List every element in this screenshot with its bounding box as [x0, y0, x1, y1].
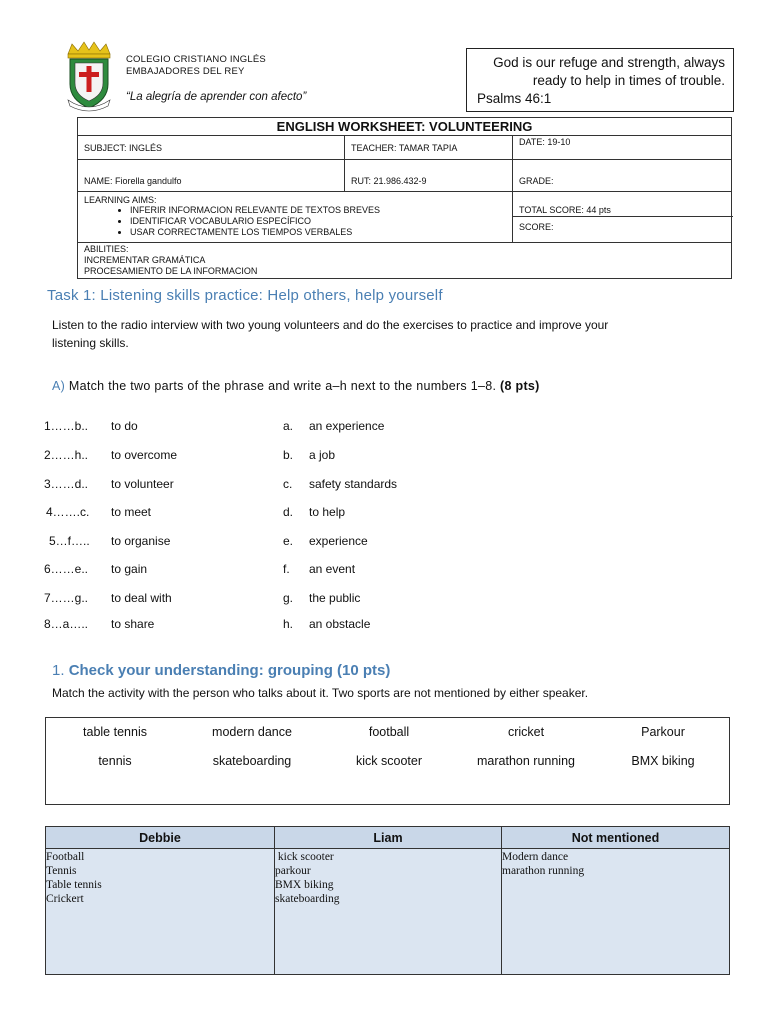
- learning-aims: [78, 192, 512, 242]
- match-letter: d.: [283, 505, 294, 519]
- abilities: [78, 243, 263, 279]
- match-phrase-end: a job: [309, 448, 336, 462]
- info-row-subject: [78, 135, 731, 159]
- school-name-line2: EMBAJADORES DEL REY: [126, 66, 245, 77]
- match-phrase-end: an obstacle: [309, 617, 371, 631]
- name-field: NAME: Fiorella gandulfo: [84, 176, 182, 186]
- match-phrase-end: safety standards: [309, 477, 398, 491]
- activity-word: skateboarding: [212, 754, 292, 768]
- activity-word: BMX biking: [631, 754, 695, 768]
- worksheet-info-table: [77, 117, 732, 279]
- match-row: [44, 477, 444, 493]
- match-phrase-start: to organise: [111, 534, 171, 548]
- task-intro: [52, 316, 722, 352]
- activity-word: table tennis: [83, 725, 147, 739]
- school-name: [126, 54, 266, 78]
- subject-field: SUBJECT: INGLÉS: [84, 143, 163, 153]
- match-row: [44, 419, 444, 435]
- task-intro-line2: listening skills.: [52, 336, 129, 350]
- verse-line-1: God is our refuge and strength, always: [493, 55, 725, 70]
- match-row: [44, 448, 444, 464]
- answer-item: Tennis: [46, 865, 77, 877]
- match-row: [44, 534, 444, 550]
- activity-word: cricket: [507, 725, 545, 739]
- match-number: 5…f…..: [49, 534, 90, 548]
- match-row: [44, 562, 444, 578]
- match-phrase-start: to gain: [111, 562, 148, 576]
- school-motto: “La alegría de aprender con afecto”: [126, 91, 307, 103]
- match-number: 3……d..: [44, 477, 89, 491]
- info-row-aims: [78, 191, 731, 242]
- learning-aims-label: LEARNING AIMS:: [84, 195, 157, 205]
- check-instruction: Match the activity with the person who talks about it. Two sports are not mentioned by either speaker.: [52, 686, 589, 700]
- part-a-text: Match the two parts of the phrase and write a–h next to the numbers 1–8.: [65, 379, 501, 393]
- match-phrase-end: to help: [309, 505, 346, 519]
- match-letter: f.: [283, 562, 290, 576]
- match-row: [44, 591, 444, 607]
- school-name-line1: COLEGIO CRISTIANO INGLÉS: [126, 54, 266, 65]
- answer-item: Modern dance: [502, 851, 569, 863]
- grouping-table: [45, 826, 730, 975]
- activity-word: football: [368, 725, 410, 739]
- match-number: 6……e..: [44, 562, 89, 576]
- match-phrase-start: to meet: [111, 505, 152, 519]
- match-phrase-start: to volunteer: [111, 477, 174, 491]
- match-number: 4…….c.: [46, 505, 90, 519]
- learning-aims-list: [130, 205, 506, 238]
- aim-item: • IDENTIFICAR VOCABULARIO ESPECÍFICO: [130, 216, 506, 227]
- teacher-field: TEACHER: TAMAR TAPIA: [351, 143, 458, 153]
- answer-item: Football: [46, 851, 85, 863]
- not-mentioned-answers[interactable]: [502, 849, 729, 974]
- match-phrase-start: to overcome: [111, 448, 178, 462]
- answer-item: Table tennis: [46, 879, 102, 891]
- match-row: [44, 617, 444, 633]
- answer-item: marathon running: [502, 865, 585, 877]
- verse-reference: Psalms 46:1: [477, 91, 552, 106]
- ability-item: PROCESAMIENTO DE LA INFORMACION: [84, 266, 258, 276]
- match-phrase-end: an event: [309, 562, 356, 576]
- not-mentioned-column: [502, 827, 729, 974]
- task-intro-line1: Listen to the radio interview with two young volunteers and do the exercises to practice and improve your: [52, 318, 609, 332]
- bible-verse-box: [466, 48, 734, 112]
- match-letter: a.: [283, 419, 294, 433]
- part-a-instruction: [52, 379, 540, 393]
- check-title-text: Check your understanding: grouping (10 pts): [68, 662, 391, 679]
- abilities-label: ABILITIES:: [84, 244, 129, 254]
- activity-word-box: [45, 717, 730, 805]
- task-title: Task 1: Listening skills practice: Help others, help yourself: [47, 287, 443, 304]
- verse-line-2: ready to help in times of trouble.: [532, 73, 725, 88]
- match-phrase-end: an experience: [309, 419, 385, 433]
- ability-item: INCREMENTAR GRAMÁTICA: [84, 255, 206, 265]
- match-letter: b.: [283, 448, 294, 462]
- school-crest-logo: [62, 40, 116, 112]
- match-number: 2……h..: [44, 448, 89, 462]
- total-score-field: TOTAL SCORE: 44 pts: [513, 192, 733, 217]
- activity-word: marathon running: [477, 754, 575, 768]
- date-field: DATE: 19-10: [519, 137, 571, 147]
- activity-word: modern dance: [212, 725, 292, 739]
- liam-header: Liam: [275, 827, 501, 849]
- part-a-points: (8 pts): [500, 379, 540, 393]
- rut-field: RUT: 21.986.432-9: [351, 176, 427, 186]
- info-row-name: [78, 159, 731, 191]
- liam-column: [275, 827, 501, 974]
- worksheet-title: ENGLISH WORKSHEET: VOLUNTEERING: [276, 119, 533, 134]
- activity-word: tennis: [98, 754, 132, 768]
- debbie-answers[interactable]: [46, 849, 274, 974]
- answer-item: parkour: [275, 865, 311, 877]
- activity-word: kick scooter: [356, 754, 422, 768]
- info-row-abilities: [78, 242, 731, 279]
- aim-item: • INFERIR INFORMACION RELEVANTE DE TEXTOS BREVES: [130, 205, 506, 216]
- aim-item: • USAR CORRECTAMENTE LOS TIEMPOS VERBALES: [130, 227, 506, 238]
- activity-word: Parkour: [641, 725, 685, 739]
- check-number: 1.: [52, 662, 65, 679]
- debbie-header: Debbie: [46, 827, 274, 849]
- answer-item: BMX biking: [275, 879, 334, 891]
- match-number: 1……b..: [44, 419, 89, 433]
- score-field: SCORE:: [519, 222, 554, 232]
- match-letter: c.: [283, 477, 293, 491]
- answer-item: skateboarding: [275, 893, 340, 905]
- match-number: 7……g..: [44, 591, 89, 605]
- match-number: 8…a…..: [44, 617, 89, 631]
- match-letter: g.: [283, 591, 294, 605]
- grade-field: GRADE:: [519, 176, 554, 186]
- not-mentioned-header: Not mentioned: [502, 827, 729, 849]
- match-phrase-end: the public: [309, 591, 361, 605]
- match-phrase-start: to deal with: [111, 591, 172, 605]
- match-phrase-start: to do: [111, 419, 138, 433]
- match-row: [44, 505, 444, 521]
- answer-item: Crickert: [46, 893, 84, 905]
- answer-item: kick scooter: [275, 851, 334, 863]
- match-phrase-end: experience: [309, 534, 368, 548]
- match-phrase-start: to share: [111, 617, 155, 631]
- debbie-column: [46, 827, 274, 974]
- match-letter: h.: [283, 617, 294, 631]
- check-understanding-title: [52, 662, 390, 679]
- part-a-letter: A): [52, 379, 66, 393]
- match-letter: e.: [283, 534, 294, 548]
- liam-answers[interactable]: [275, 849, 501, 974]
